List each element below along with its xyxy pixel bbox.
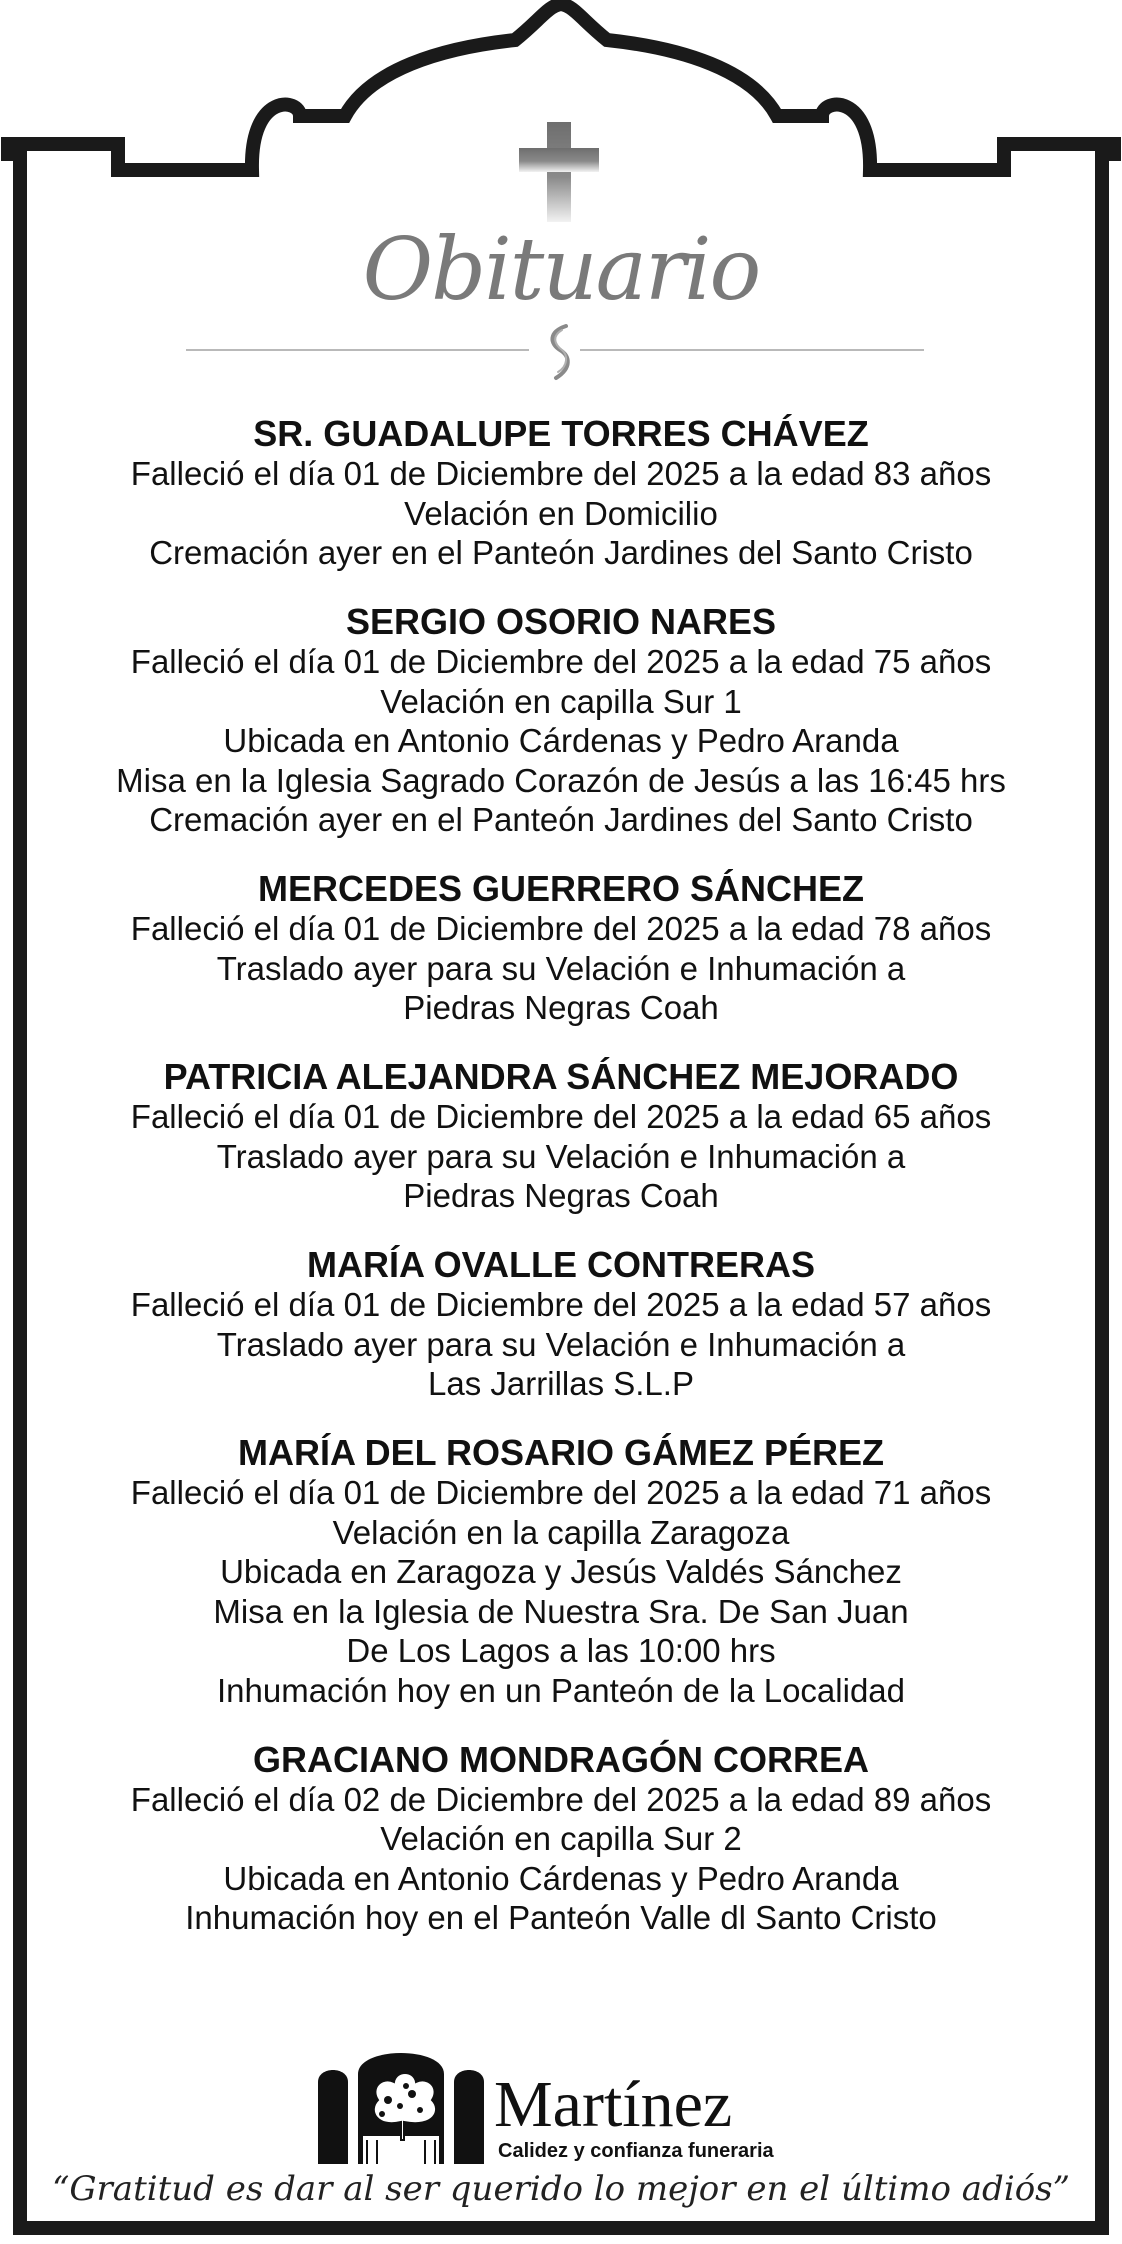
entry-line: Ubicada en Antonio Cárdenas y Pedro Aranda <box>223 1859 899 1897</box>
deceased-name: GRACIANO MONDRAGÓN CORREA <box>253 1738 869 1780</box>
obituary-entry <box>60 869 1062 1028</box>
deceased-name: SERGIO OSORIO NARES <box>345 601 777 642</box>
brand-tagline: Calidez y confianza funeraria <box>498 2140 774 2162</box>
entry-line: Velación en Domicilio <box>404 494 718 532</box>
funeral-home-arches-logo <box>316 2040 486 2164</box>
entry-line: Ubicada en Antonio Cárdenas y Pedro Aranda <box>223 722 899 759</box>
entry-line: De Los Lagos a las 10:00 hrs <box>346 1632 776 1669</box>
entry-line: Falleció el día 02 de Diciembre del 2025 a la edad 89 años <box>130 1780 992 1818</box>
cross-icon <box>519 122 599 222</box>
deceased-name: MERCEDES GUERRERO SÁNCHEZ <box>257 868 865 909</box>
obituary-list <box>60 414 1062 1967</box>
entry-line: Falleció el día 01 de Diciembre del 2025 a la edad 57 años <box>130 1286 992 1323</box>
entry-line: Velación en capilla Sur 1 <box>380 682 742 720</box>
entry-line: Piedras Negras Coah <box>403 989 719 1026</box>
entry-line: Traslado ayer para su Velación e Inhumación a <box>216 1137 906 1175</box>
obituary-entry <box>60 1740 1062 1938</box>
entry-line: Velación en la capilla Zaragoza <box>332 1513 790 1551</box>
entry-line: Traslado ayer para su Velación e Inhumación a <box>216 949 906 987</box>
entry-line: Piedras Negras Coah <box>403 1177 719 1214</box>
closing-quote: “Gratitud es dar al ser querido lo mejor en el último adiós” <box>52 2169 1070 2209</box>
entry-line: Ubicada en Zaragoza y Jesús Valdés Sánchez <box>220 1553 902 1590</box>
obituary-entry <box>60 602 1062 840</box>
obituary-entry <box>60 1433 1062 1710</box>
obituary-entry <box>60 414 1062 573</box>
brand-name: Martínez <box>494 2068 733 2141</box>
entry-line: Traslado ayer para su Velación e Inhumación a <box>216 1325 906 1363</box>
divider-right <box>580 349 924 351</box>
page-title: Obituario <box>362 220 760 320</box>
entry-line: Falleció el día 01 de Diciembre del 2025 a la edad 83 años <box>130 455 992 492</box>
obituary-entry <box>60 1245 1062 1404</box>
entry-line: Inhumación hoy en un Panteón de la Localidad <box>216 1671 906 1709</box>
entry-line: Falleció el día 01 de Diciembre del 2025 a la edad 75 años <box>130 643 992 680</box>
entry-line: Falleció el día 01 de Diciembre del 2025 a la edad 65 años <box>130 1098 992 1135</box>
deceased-name: MARÍA DEL ROSARIO GÁMEZ PÉREZ <box>237 1432 885 1473</box>
entry-line: Falleció el día 01 de Diciembre del 2025 a la edad 78 años <box>130 910 992 947</box>
deceased-name: SR. GUADALUPE TORRES CHÁVEZ <box>253 413 869 454</box>
entry-line: Inhumación hoy en el Panteón Valle dl Santo Cristo <box>185 1899 937 1936</box>
flourish-icon <box>538 322 584 382</box>
entry-line: Misa en la Iglesia Sagrado Corazón de Jesús a las 16:45 hrs <box>116 761 1006 799</box>
entry-line: Las Jarrillas S.L.P <box>428 1365 694 1402</box>
deceased-name: MARÍA OVALLE CONTRERAS <box>307 1244 815 1285</box>
deceased-name: PATRICIA ALEJANDRA SÁNCHEZ MEJORADO <box>163 1056 959 1097</box>
entry-line: Cremación ayer en el Panteón Jardines del Santo Cristo <box>149 801 973 838</box>
entry-line: Misa en la Iglesia de Nuestra Sra. De San Juan <box>213 1592 909 1630</box>
obituary-header <box>0 0 1122 400</box>
divider-left <box>186 349 529 351</box>
entry-line: Falleció el día 01 de Diciembre del 2025 a la edad 71 años <box>130 1474 992 1511</box>
obituary-entry <box>60 1057 1062 1216</box>
entry-line: Velación en capilla Sur 2 <box>380 1820 742 1857</box>
entry-line: Cremación ayer en el Panteón Jardines del Santo Cristo <box>149 534 973 571</box>
